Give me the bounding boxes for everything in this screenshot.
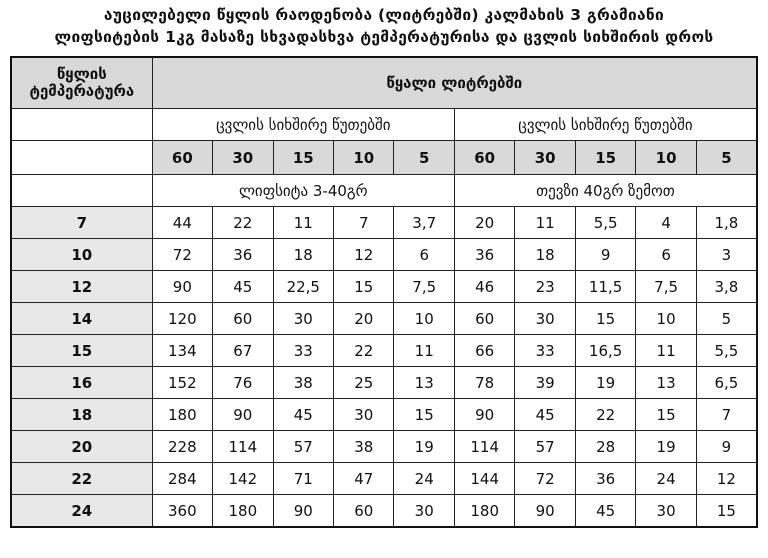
value-cell: 30 (394, 495, 454, 528)
frequency-cell: 15 (273, 141, 333, 175)
value-cell: 28 (575, 431, 635, 463)
value-cell: 9 (575, 239, 635, 271)
value-cell: 66 (454, 335, 514, 367)
value-cell: 11 (515, 207, 575, 239)
value-cell: 72 (515, 463, 575, 495)
value-cell: 13 (394, 367, 454, 399)
value-cell: 16,5 (575, 335, 635, 367)
table-row (11, 367, 757, 399)
table-row (11, 399, 757, 431)
value-cell: 3,7 (394, 207, 454, 239)
value-cell: 45 (515, 399, 575, 431)
water-liters-header: წყალი ლიტრებში (152, 57, 757, 109)
table-row (11, 207, 757, 239)
value-cell: 12 (696, 463, 757, 495)
table-row (11, 335, 757, 367)
frequency-cell: 5 (394, 141, 454, 175)
value-cell: 36 (213, 239, 273, 271)
value-cell: 90 (213, 399, 273, 431)
temperature-cell: 7 (11, 207, 152, 239)
temperature-cell: 24 (11, 495, 152, 528)
temperature-header: წყლის ტემპერატურა (11, 57, 152, 109)
temperature-cell: 16 (11, 367, 152, 399)
value-cell: 11,5 (575, 271, 635, 303)
frequency-header-left: ცვლის სიხშირე წუთებში (152, 109, 454, 141)
frequency-cell: 60 (152, 141, 212, 175)
frequency-cell: 10 (636, 141, 696, 175)
value-cell: 5 (696, 303, 757, 335)
value-cell: 10 (636, 303, 696, 335)
value-cell: 38 (273, 367, 333, 399)
frequency-header-right: ცვლის სიხშირე წუთებში (454, 109, 757, 141)
value-cell: 18 (273, 239, 333, 271)
value-cell: 20 (454, 207, 514, 239)
value-cell: 44 (152, 207, 212, 239)
value-cell: 45 (273, 399, 333, 431)
value-cell: 180 (454, 495, 514, 528)
value-cell: 36 (454, 239, 514, 271)
table-row (11, 303, 757, 335)
value-cell: 12 (334, 239, 394, 271)
temperature-cell: 18 (11, 399, 152, 431)
value-cell: 7 (334, 207, 394, 239)
value-cell: 114 (454, 431, 514, 463)
title-line-2: ლიფსიტების 1კგ მასაზე სხვადასხვა ტემპერატურისა და ცვლის სიხშირის დროს (54, 28, 714, 46)
value-cell: 228 (152, 431, 212, 463)
frequency-cell: 30 (515, 141, 575, 175)
value-cell: 25 (334, 367, 394, 399)
title-line-1: აუცილებელი წყლის რაოდენობა (ლიტრებში) კალმახის 3 გრამიანი (103, 6, 665, 24)
temperature-cell: 20 (11, 431, 152, 463)
group-fingerlings: ლიფსიტა 3-40გრ (152, 175, 454, 207)
value-cell: 6 (636, 239, 696, 271)
value-cell: 134 (152, 335, 212, 367)
value-cell: 180 (213, 495, 273, 528)
table-row (11, 431, 757, 463)
value-cell: 78 (454, 367, 514, 399)
value-cell: 22 (334, 335, 394, 367)
value-cell: 144 (454, 463, 514, 495)
value-cell: 90 (273, 495, 333, 528)
value-cell: 360 (152, 495, 212, 528)
value-cell: 7,5 (636, 271, 696, 303)
value-cell: 36 (575, 463, 635, 495)
value-cell: 18 (515, 239, 575, 271)
value-cell: 22 (213, 207, 273, 239)
value-cell: 120 (152, 303, 212, 335)
value-cell: 5,5 (575, 207, 635, 239)
value-cell: 3,8 (696, 271, 757, 303)
table-row (11, 271, 757, 303)
value-cell: 19 (636, 431, 696, 463)
value-cell: 142 (213, 463, 273, 495)
value-cell: 4 (636, 207, 696, 239)
value-cell: 19 (394, 431, 454, 463)
table-row (11, 239, 757, 271)
value-cell: 47 (334, 463, 394, 495)
value-cell: 33 (515, 335, 575, 367)
value-cell: 30 (273, 303, 333, 335)
value-cell: 30 (515, 303, 575, 335)
value-cell: 45 (213, 271, 273, 303)
value-cell: 30 (334, 399, 394, 431)
value-cell: 90 (515, 495, 575, 528)
value-cell: 7,5 (394, 271, 454, 303)
value-cell: 39 (515, 367, 575, 399)
temperature-cell: 14 (11, 303, 152, 335)
value-cell: 152 (152, 367, 212, 399)
value-cell: 23 (515, 271, 575, 303)
value-cell: 30 (636, 495, 696, 528)
frequency-cell: 5 (696, 141, 757, 175)
value-cell: 11 (636, 335, 696, 367)
value-cell: 60 (213, 303, 273, 335)
value-cell: 15 (696, 495, 757, 528)
temperature-cell: 12 (11, 271, 152, 303)
value-cell: 7 (696, 399, 757, 431)
value-cell: 5,5 (696, 335, 757, 367)
value-cell: 71 (273, 463, 333, 495)
value-cell: 9 (696, 431, 757, 463)
empty-cell (11, 109, 152, 141)
empty-cell (11, 141, 152, 175)
value-cell: 20 (334, 303, 394, 335)
value-cell: 24 (394, 463, 454, 495)
value-cell: 76 (213, 367, 273, 399)
value-cell: 180 (152, 399, 212, 431)
value-cell: 60 (454, 303, 514, 335)
temperature-cell: 10 (11, 239, 152, 271)
frequency-cell: 30 (213, 141, 273, 175)
value-cell: 6 (394, 239, 454, 271)
frequency-cell: 10 (334, 141, 394, 175)
value-cell: 13 (636, 367, 696, 399)
value-cell: 19 (575, 367, 635, 399)
value-cell: 3 (696, 239, 757, 271)
value-cell: 38 (334, 431, 394, 463)
value-cell: 72 (152, 239, 212, 271)
table-row (11, 463, 757, 495)
temperature-cell: 15 (11, 335, 152, 367)
value-cell: 114 (213, 431, 273, 463)
value-cell: 22 (575, 399, 635, 431)
value-cell: 15 (334, 271, 394, 303)
value-cell: 6,5 (696, 367, 757, 399)
value-cell: 45 (575, 495, 635, 528)
value-cell: 11 (273, 207, 333, 239)
value-cell: 15 (575, 303, 635, 335)
value-cell: 46 (454, 271, 514, 303)
value-cell: 11 (394, 335, 454, 367)
value-cell: 1,8 (696, 207, 757, 239)
value-cell: 67 (213, 335, 273, 367)
value-cell: 10 (394, 303, 454, 335)
value-cell: 90 (152, 271, 212, 303)
value-cell: 15 (636, 399, 696, 431)
frequency-cell: 15 (575, 141, 635, 175)
group-fish-over-40g: თევზი 40გრ ზემოთ (454, 175, 757, 207)
value-cell: 284 (152, 463, 212, 495)
value-cell: 90 (454, 399, 514, 431)
value-cell: 57 (273, 431, 333, 463)
frequency-cell: 60 (454, 141, 514, 175)
water-requirement-table (10, 56, 758, 528)
value-cell: 60 (334, 495, 394, 528)
table-row (11, 495, 757, 528)
value-cell: 33 (273, 335, 333, 367)
empty-cell (11, 175, 152, 207)
value-cell: 24 (636, 463, 696, 495)
page-title (0, 4, 768, 48)
value-cell: 22,5 (273, 271, 333, 303)
value-cell: 57 (515, 431, 575, 463)
value-cell: 15 (394, 399, 454, 431)
temperature-cell: 22 (11, 463, 152, 495)
